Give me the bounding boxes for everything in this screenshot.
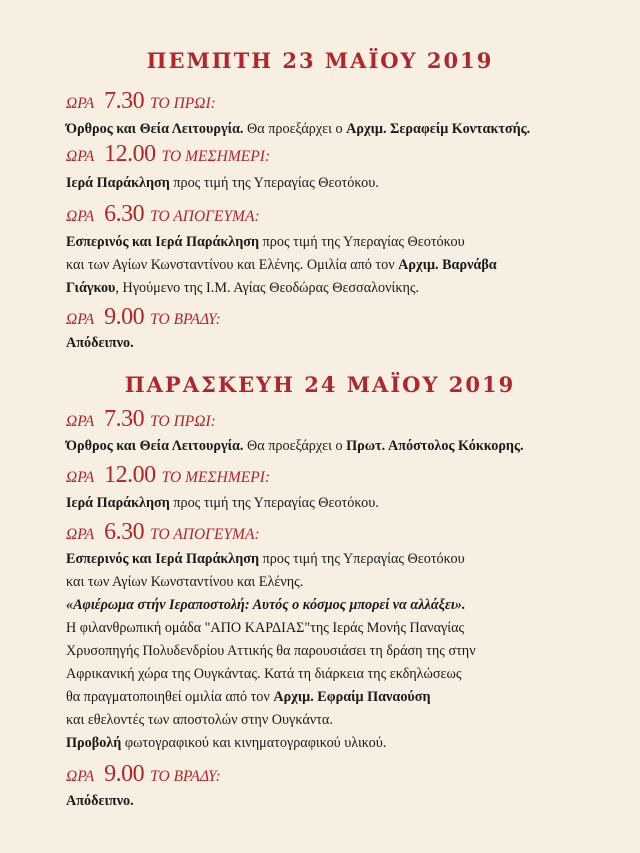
service-text: και των Αγίων Κωνσταντίνου και Ελένης. [66,574,304,590]
service-text: Η φιλανθρωπική ομάδα "ΑΠΟ ΚΑΡΔΙΑΣ"της Ιεράς Μονής Παναγίας [66,620,465,636]
day-title-thursday: ΠΕΜΠΤΗ 23 ΜΑΪΟΥ 2019 [146,48,494,73]
service-text: και των Αγίων Κωνσταντίνου και Ελένης. Ομιλία από τον Αρχιμ. Βαρνάβα [66,257,497,273]
service-text: Ιερά Παράκληση προς τιμή της Υπεραγίας Θεοτόκου. [66,175,379,191]
time-slot-afternoon: ΩΡΑ 6.30 ΤΟ ΑΠΟΓΕΥΜΑ: [66,519,260,545]
service-text: Εσπερινός και Ιερά Παράκληση προς τιμή της Υπεραγίας Θεοτόκου [66,551,465,567]
service-text: Αφρικανική χώρα της Ουγκάντας. Κατά τη διάρκεια της εκδηλώσεως [66,666,462,682]
time-slot-evening: ΩΡΑ 9.00 ΤΟ ΒΡΑΔΥ: [66,761,221,787]
service-text: Απόδειπνο. [66,335,134,351]
service-text: Απόδειπνο. [66,793,134,809]
time-slot-evening: ΩΡΑ 9.00 ΤΟ ΒΡΑΔΥ: [66,304,221,330]
service-text: Όρθρος και Θεία Λειτουργία. Θα προεξάρχει ο Αρχιμ. Σεραφείμ Κοντακτσής. [66,121,531,137]
service-text: Γιάγκου, Ηγούμενο της Ι.Μ. Αγίας Θεοδώρας Θεσσαλονίκης. [66,280,420,296]
service-text: Προβολή φωτογραφικού και κινηματογραφικού υλικού. [66,735,387,751]
day-title-friday: ΠΑΡΑΣΚΕΥΗ 24 ΜΑΪΟΥ 2019 [124,372,516,397]
service-text: θα πραγματοποιηθεί ομιλία από τον Αρχιμ. Εφραίμ Παναούση [66,689,431,705]
service-text: και εθελοντές των αποστολών στην Ουγκάντα. [66,712,333,728]
service-text: Ιερά Παράκληση προς τιμή της Υπεραγίας Θεοτόκου. [66,495,379,511]
time-slot-noon: ΩΡΑ 12.00 ΤΟ ΜΕΣΗΜΕΡΙ: [66,462,271,488]
time-slot-morning: ΩΡΑ 7.30 ΤΟ ΠΡΩΙ: [66,406,216,432]
time-slot-afternoon: ΩΡΑ 6.30 ΤΟ ΑΠΟΓΕΥΜΑ: [66,201,260,227]
service-text: Χρυσοπηγής Πολυδενδρίου Αττικής θα παρουσιάσει τη δράση της στην [66,643,476,659]
time-slot-noon: ΩΡΑ 12.00 ΤΟ ΜΕΣΗΜΕΡΙ: [66,141,271,167]
time-slot-morning: ΩΡΑ 7.30 ΤΟ ΠΡΩΙ: [66,88,216,114]
service-text: Όρθρος και Θεία Λειτουργία. Θα προεξάρχει ο Πρωτ. Απόστολος Κόκκορης. [66,438,524,454]
service-text: Εσπερινός και Ιερά Παράκληση προς τιμή της Υπεραγίας Θεοτόκου [66,234,465,250]
event-title: «Αφιέρωμα στήν Ιεραποστολή: Αυτός ο κόσμος μπορεί να αλλάξει». [66,597,466,613]
